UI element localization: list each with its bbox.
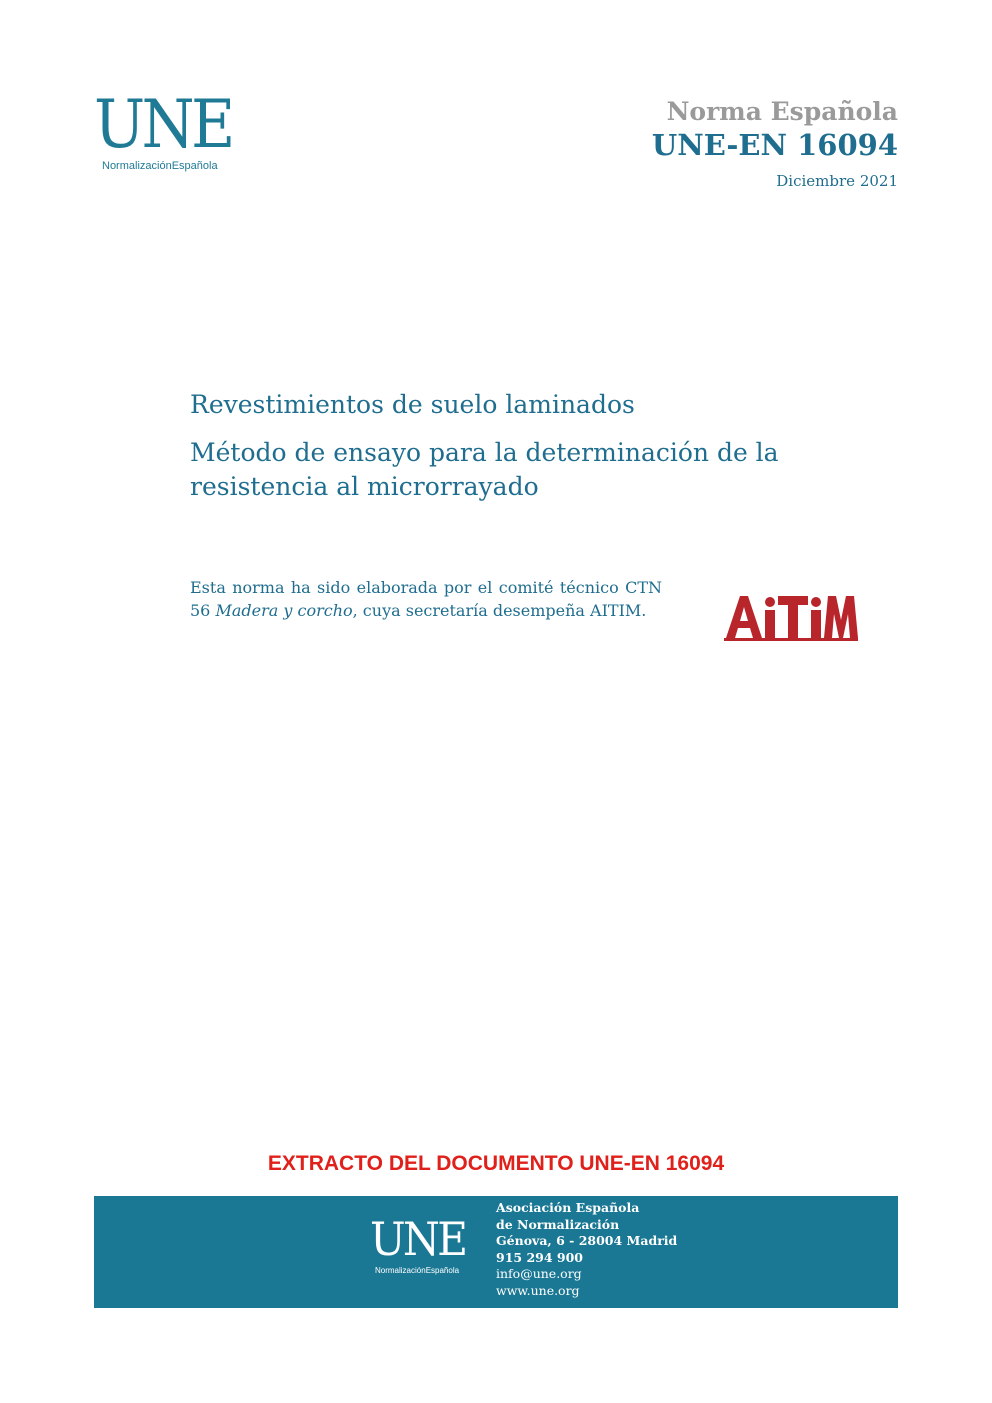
standard-header xyxy=(652,96,898,190)
logo-tag-a: Normalización xyxy=(102,160,172,172)
footer-tag-a: Normalización xyxy=(375,1266,426,1275)
web-link[interactable]: www.une.org xyxy=(496,1282,580,1298)
committee-statement xyxy=(190,576,662,622)
email-link[interactable]: info@une.org xyxy=(496,1266,582,1281)
une-logo-letters: UNE xyxy=(94,86,232,163)
committee-text-before: Esta norma ha sido elaborada por el comité técnico CTN 56 xyxy=(190,578,662,620)
footer-une-logo xyxy=(370,1212,470,1280)
extract-label: EXTRACTO DEL DOCUMENTO UNE-EN 16094 xyxy=(267,1152,725,1175)
footer-contact-info xyxy=(496,1200,677,1299)
org-line-2: de Normalización xyxy=(496,1216,620,1232)
une-logo xyxy=(94,86,239,176)
aitim-logo xyxy=(724,592,858,642)
address: Génova, 6 - 28004 Madrid xyxy=(496,1233,678,1248)
une-logo-tagline xyxy=(102,160,218,172)
phone: 915 294 900 xyxy=(496,1249,583,1265)
footer-band xyxy=(94,1196,898,1308)
title-line-2: Método de ensayo para la determinación de la resistencia al microrrayado xyxy=(190,438,779,501)
standard-code: UNE-EN 16094 xyxy=(651,128,898,162)
document-title xyxy=(190,388,840,504)
committee-text-after: , cuya secretaría desempeña AITIM. xyxy=(352,601,647,620)
org-line-1: Asociación Española xyxy=(496,1200,640,1215)
footer-logo-letters: UNE xyxy=(370,1212,466,1266)
committee-name: Madera y corcho xyxy=(215,601,353,620)
footer-logo-tagline xyxy=(375,1266,459,1275)
title-line-1: Revestimientos de suelo laminados xyxy=(190,390,635,419)
publication-date: Diciembre 2021 xyxy=(776,172,898,190)
logo-tag-b: Española xyxy=(171,160,218,172)
norma-label: Norma Española xyxy=(666,97,898,126)
footer-tag-b: Española xyxy=(425,1266,460,1275)
